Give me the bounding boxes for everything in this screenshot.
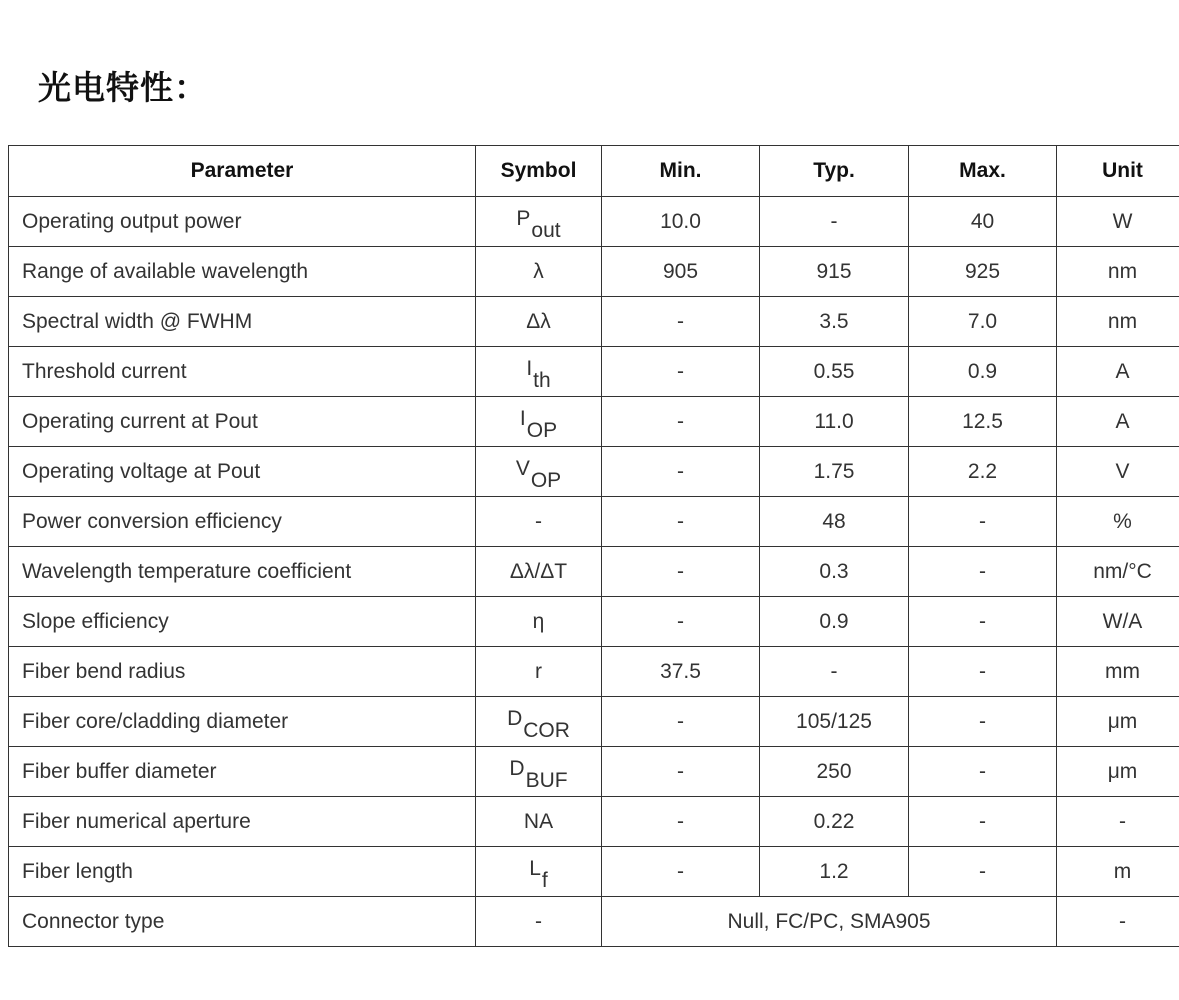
cell-min: 905 — [602, 247, 760, 297]
symbol-base: I — [519, 406, 526, 430]
cell-typ: 105/125 — [760, 697, 909, 747]
cell-symbol — [476, 847, 602, 897]
cell-min: 10.0 — [602, 197, 760, 247]
cell-unit: % — [1057, 497, 1179, 547]
cell-unit: μm — [1057, 697, 1179, 747]
table-body — [9, 197, 1179, 947]
cell-max: - — [909, 497, 1057, 547]
cell-max: 12.5 — [909, 397, 1057, 447]
symbol-base: λ — [533, 259, 544, 283]
table-row — [9, 547, 1179, 597]
cell-max: - — [909, 547, 1057, 597]
cell-typ: 250 — [760, 747, 909, 797]
symbol-subscript: th — [533, 368, 551, 392]
table-row — [9, 597, 1179, 647]
cell-unit: μm — [1057, 747, 1179, 797]
cell-max: 0.9 — [909, 347, 1057, 397]
cell-symbol — [476, 397, 602, 447]
cell-unit: W — [1057, 197, 1179, 247]
table-row — [9, 397, 1179, 447]
cell-min: - — [602, 597, 760, 647]
cell-max: - — [909, 697, 1057, 747]
cell-max: - — [909, 747, 1057, 797]
cell-typ: 11.0 — [760, 397, 909, 447]
cell-unit: m — [1057, 847, 1179, 897]
cell-unit: mm — [1057, 647, 1179, 697]
symbol-base: - — [535, 509, 542, 533]
cell-symbol — [476, 297, 602, 347]
cell-min: - — [602, 697, 760, 747]
table-row — [9, 697, 1179, 747]
table-row — [9, 447, 1179, 497]
cell-parameter: Spectral width @ FWHM — [9, 297, 476, 347]
cell-symbol — [476, 747, 602, 797]
cell-symbol — [476, 247, 602, 297]
symbol-base: D — [507, 706, 523, 730]
cell-parameter: Connector type — [9, 897, 476, 947]
table-row — [9, 647, 1179, 697]
symbol-base: NA — [523, 809, 554, 833]
cell-min: - — [602, 447, 760, 497]
cell-min: - — [602, 847, 760, 897]
cell-unit: nm/°C — [1057, 547, 1179, 597]
cell-symbol — [476, 447, 602, 497]
cell-min: 37.5 — [602, 647, 760, 697]
cell-parameter: Operating current at Pout — [9, 397, 476, 447]
cell-unit: W/A — [1057, 597, 1179, 647]
cell-symbol — [476, 597, 602, 647]
table-row — [9, 297, 1179, 347]
symbol-base: D — [509, 756, 525, 780]
cell-unit: nm — [1057, 247, 1179, 297]
cell-typ: 0.55 — [760, 347, 909, 397]
symbol-subscript: COR — [523, 718, 570, 742]
cell-min: - — [602, 347, 760, 397]
cell-min: - — [602, 797, 760, 847]
cell-min: - — [602, 397, 760, 447]
table-row — [9, 847, 1179, 897]
cell-typ: - — [760, 647, 909, 697]
cell-unit: - — [1057, 797, 1179, 847]
column-header-min: Min. — [602, 146, 760, 197]
cell-symbol — [476, 647, 602, 697]
cell-connector-value: Null, FC/PC, SMA905 — [602, 897, 1057, 947]
cell-typ: 915 — [760, 247, 909, 297]
cell-unit: A — [1057, 397, 1179, 447]
column-header-symbol: Symbol — [476, 146, 602, 197]
cell-symbol — [476, 197, 602, 247]
cell-parameter: Range of available wavelength — [9, 247, 476, 297]
cell-min: - — [602, 747, 760, 797]
specifications-table — [8, 145, 1179, 947]
cell-parameter: Fiber length — [9, 847, 476, 897]
cell-parameter: Operating output power — [9, 197, 476, 247]
symbol-base: L — [529, 856, 541, 880]
table-row — [9, 197, 1179, 247]
cell-max: - — [909, 647, 1057, 697]
cell-min: - — [602, 547, 760, 597]
cell-symbol — [476, 497, 602, 547]
cell-parameter: Power conversion efficiency — [9, 497, 476, 547]
table-header-row — [9, 146, 1179, 197]
cell-parameter: Operating voltage at Pout — [9, 447, 476, 497]
cell-symbol — [476, 347, 602, 397]
cell-typ: 1.2 — [760, 847, 909, 897]
symbol-base: I — [526, 356, 533, 380]
table-row — [9, 347, 1179, 397]
table-row-connector-type — [9, 897, 1179, 947]
cell-max: 7.0 — [909, 297, 1057, 347]
cell-unit: - — [1057, 897, 1179, 947]
cell-symbol: - — [476, 897, 602, 947]
page-title: 光电特性： — [38, 68, 208, 107]
cell-typ: 3.5 — [760, 297, 909, 347]
symbol-base: η — [532, 609, 545, 633]
cell-parameter: Fiber buffer diameter — [9, 747, 476, 797]
cell-max: - — [909, 847, 1057, 897]
symbol-subscript: OP — [526, 418, 558, 442]
table-row — [9, 747, 1179, 797]
cell-max: 40 — [909, 197, 1057, 247]
cell-min: - — [602, 297, 760, 347]
cell-unit: A — [1057, 347, 1179, 397]
symbol-base: r — [535, 659, 542, 683]
table-row — [9, 497, 1179, 547]
cell-max: 2.2 — [909, 447, 1057, 497]
cell-symbol — [476, 697, 602, 747]
cell-min: - — [602, 497, 760, 547]
cell-unit: V — [1057, 447, 1179, 497]
symbol-base: P — [516, 206, 531, 230]
column-header-parameter: Parameter — [9, 146, 476, 197]
cell-typ: - — [760, 197, 909, 247]
symbol-subscript: out — [531, 218, 561, 242]
cell-typ: 0.3 — [760, 547, 909, 597]
table-row — [9, 247, 1179, 297]
cell-symbol — [476, 797, 602, 847]
cell-max: - — [909, 797, 1057, 847]
cell-parameter: Wavelength temperature coefficient — [9, 547, 476, 597]
cell-typ: 0.9 — [760, 597, 909, 647]
column-header-unit: Unit — [1057, 146, 1179, 197]
symbol-subscript: OP — [530, 468, 562, 492]
cell-unit: nm — [1057, 297, 1179, 347]
cell-typ: 0.22 — [760, 797, 909, 847]
cell-parameter: Threshold current — [9, 347, 476, 397]
symbol-base: Δλ/ΔT — [509, 559, 568, 583]
cell-max: - — [909, 597, 1057, 647]
cell-symbol — [476, 547, 602, 597]
symbol-subscript: BUF — [525, 768, 568, 792]
cell-typ: 1.75 — [760, 447, 909, 497]
cell-parameter: Slope efficiency — [9, 597, 476, 647]
column-header-typ: Typ. — [760, 146, 909, 197]
cell-max: 925 — [909, 247, 1057, 297]
symbol-base: Δλ — [526, 309, 551, 333]
cell-parameter: Fiber core/cladding diameter — [9, 697, 476, 747]
cell-typ: 48 — [760, 497, 909, 547]
symbol-subscript: f — [541, 868, 548, 892]
column-header-max: Max. — [909, 146, 1057, 197]
table-row — [9, 797, 1179, 847]
symbol-base: V — [515, 456, 530, 480]
cell-parameter: Fiber bend radius — [9, 647, 476, 697]
cell-parameter: Fiber numerical aperture — [9, 797, 476, 847]
